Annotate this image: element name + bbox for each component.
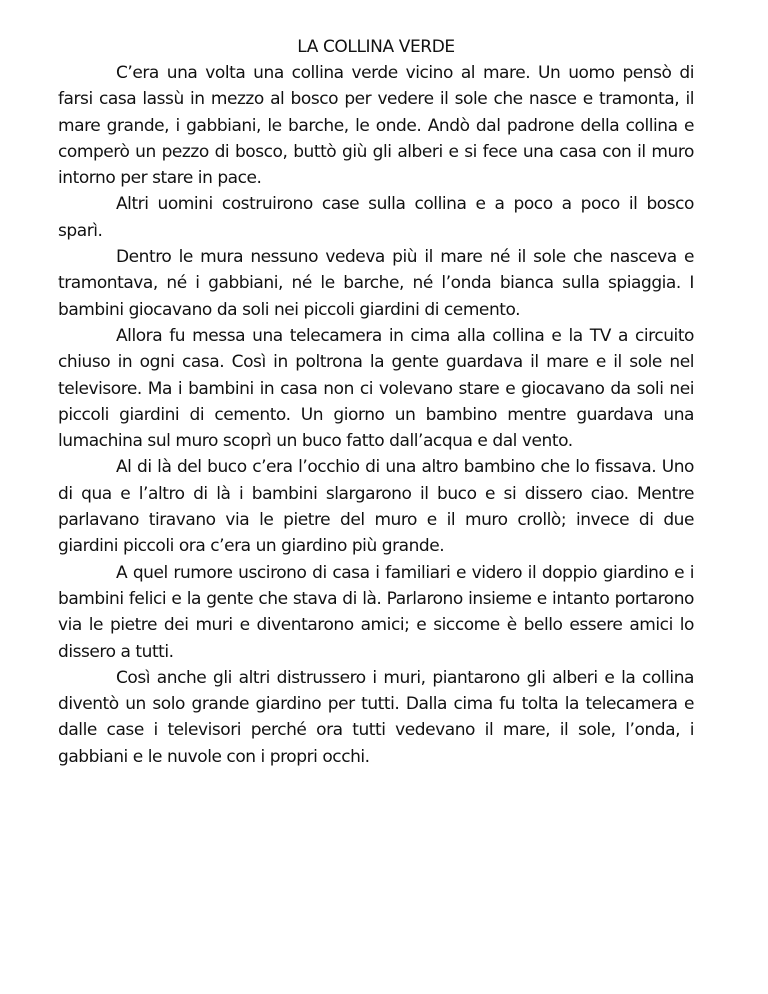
- paragraph-4: Allora fu messa una telecamera in cima alla collina e la TV a circuito chiuso in ogni casa. Così in poltrona la gente guardava il mare e il sole nel televisore. Ma i bambini in casa non ci volevano stare e giocavano da soli nei piccoli giardini di cemento. Un giorno un bambino mentre guardava una lumachina sul muro scoprì un buco fatto dall’acqua e dal vento.: [58, 325, 694, 452]
- document-title: LA COLLINA VERDE: [297, 37, 455, 57]
- paragraph-1: C’era una volta una collina verde vicino al mare. Un uomo pensò di farsi casa lassù in mezzo al bosco per vedere il sole che nasce e tramonta, il mare grande, i gabbiani, le barche, le onde. Andò dal padrone della collina e comperò un pezzo di bosco, buttò giù gli alberi e si fece una casa con il muro intorno per stare in pace.: [58, 63, 694, 189]
- document-page: [58, 34, 694, 770]
- paragraph-2: Altri uomini costruirono case sulla collina e a poco a poco il bosco sparì.: [58, 194, 694, 241]
- paragraph-7: Così anche gli altri distrussero i muri, piantarono gli alberi e la collina diventò un solo grande giardino per tutti. Dalla cima fu tolta la telecamera e dalle case i televisori perché ora tutti vedevano il mare, il sole, l’onda, i gabbiani e le nuvole con i propri occhi.: [58, 667, 694, 767]
- paragraph-6: A quel rumore uscirono di casa i familiari e videro il doppio giardino e i bambini felici e la gente che stava di là. Parlarono insieme e intanto portarono via le pietre dei muri e diventarono amici; e siccome è bello essere amici lo dissero a tutti.: [58, 562, 694, 662]
- paragraph-5: Al di là del buco c’era l’occhio di una altro bambino che lo fissava. Uno di qua e l’altro di là i bambini slargarono il buco e si dissero ciao. Mentre parlavano tiravano via le pietre del muro e il muro crollò; invece di due giardini piccoli ora c’era un giardino più grande.: [58, 457, 694, 557]
- paragraph-3: Dentro le mura nessuno vedeva più il mare né il sole che nasceva e tramontava, né i gabbiani, né le barche, né l’onda bianca sulla spiaggia. I bambini giocavano da soli nei piccoli giardini di cemento.: [58, 247, 694, 320]
